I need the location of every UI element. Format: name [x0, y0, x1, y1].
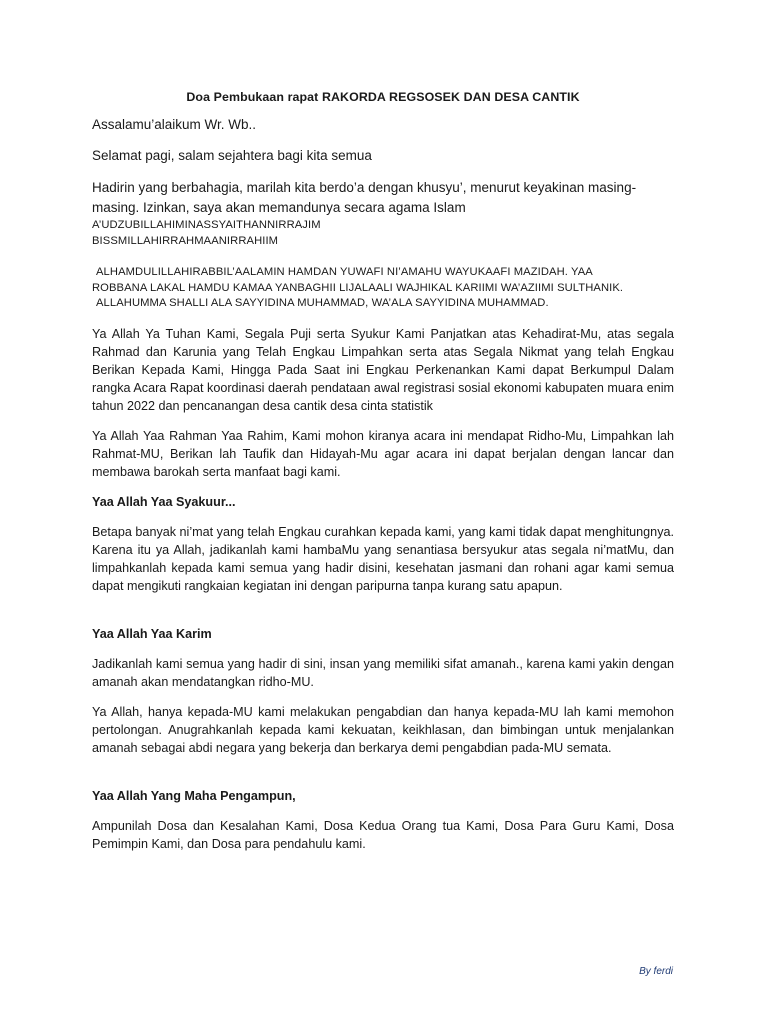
prayer-paragraph-4: Jadikanlah kami semua yang hadir di sini, insan yang memiliki sifat amanah., karena kami yakin dengan amanah akan mendatangkan ridho-MU.	[92, 656, 674, 689]
prayer-paragraph-6: Ampunilah Dosa dan Kesalahan Kami, Dosa Kedua Orang tua Kami, Dosa Para Guru Kami, Dosa Pemimpin Kami, dan Dosa para pendahulu kami.	[92, 818, 674, 851]
intro-paragraph: Hadirin yang berbahagia, marilah kita berdo’a dengan khusyu’, menurut keyakinan masing-masing. Izinkan, saya akan memandunya secara agama Islam	[92, 180, 637, 215]
spacer	[92, 769, 674, 787]
prayer-paragraph-5: Ya Allah, hanya kepada-MU kami melakukan pengabdian dan hanya kepada-MU lah kami memohon pertolongan. Anugrahkanlah kepada kami kekuatan, keikhlasan, dan bimbingan untuk menjalankan amanah sebagai abdi negara yang bekerja dan berkarya demi pengabdian pada-MU semata.	[92, 704, 674, 755]
author-footer: By ferdi	[639, 966, 673, 977]
praise-line-2: ROBBANA LAKAL HAMDU KAMAA YANBAGHII LIJALAALI WAJHIKAL KARIIMI WA’AZIIMI SULTHANIK.	[92, 281, 624, 294]
praise-line-3: ALLAHUMMA SHALLI ALA SAYYIDINA MUHAMMAD, WA’ALA SAYYIDINA MUHAMMAD.	[96, 297, 549, 309]
prayer-paragraph-2: Ya Allah Yaa Rahman Yaa Rahim, Kami mohon kiranya acara ini mendapat Ridho-Mu, Limpahkan lah Rahmat-MU, Berikan lah Taufik dan Hidayah-Mu agar acara ini dapat berjalan dengan lancar dan membawa barokah serta manfaat bagi kami.	[92, 428, 674, 479]
taawudz-line: A’UDZUBILLAHIMINASSYAITHANNIRRAJIM	[92, 219, 321, 231]
section-heading-karim: Yaa Allah Yaa Karim	[92, 626, 212, 641]
prayer-paragraph-3: Betapa banyak ni’mat yang telah Engkau curahkan kepada kami, yang kami tidak dapat menghitungnya. Karena itu ya Allah, jadikanlah kami hambaMu yang senantiasa bersyukur atas segala ni’matMu, dan limpahkanlah kepada kami semua yang hadir disini, kesehatan jasmani dan rohani agar kami semua dapat mengikuti rangkaian kegiatan ini dengan paripurna tanpa kurang satu apapun.	[92, 524, 674, 593]
prayer-paragraph-1: Ya Allah Ya Tuhan Kami, Segala Puji serta Syukur Kami Panjatkan atas Kehadirat-Mu, atas segala Rahmad dan Karunia yang Telah Engkau Limpahkan serta atas Segala Nikmat yang telah Engkau Berikan Kepada Kami, Hingga Pada Saat ini Engkau Perkenankan Kami dapat Berkumpul Dalam rangka Acara Rapat koordinasi daerah pendataan awal registrasi sosial ekonomi kabupaten muara enim tahun 2022 dan pencanangan desa cantik desa cinta statistik	[92, 326, 674, 413]
spacer	[92, 607, 674, 625]
document-title: Doa Pembukaan rapat RAKORDA REGSOSEK DAN DESA CANTIK	[186, 90, 580, 104]
basmalah-line: BISSMILLAHIRRAHMAANIRRAHIIM	[92, 234, 279, 247]
document-body	[92, 90, 674, 865]
section-heading-syakuur: Yaa Allah Yaa Syakuur...	[92, 494, 236, 509]
section-heading-pengampun: Yaa Allah Yang Maha Pengampun,	[92, 788, 296, 803]
praise-line-1: ALHAMDULILLAHIRABBIL’AALAMIN HAMDAN YUWAFI NI’AMAHU WAYUKAAFI MAZIDAH. YAA	[96, 266, 593, 278]
salutation-text: Selamat pagi, salam sejahtera bagi kita semua	[92, 148, 372, 163]
greeting-text: Assalamu’alaikum Wr. Wb..	[92, 117, 257, 132]
opening-praise-block	[92, 265, 674, 312]
